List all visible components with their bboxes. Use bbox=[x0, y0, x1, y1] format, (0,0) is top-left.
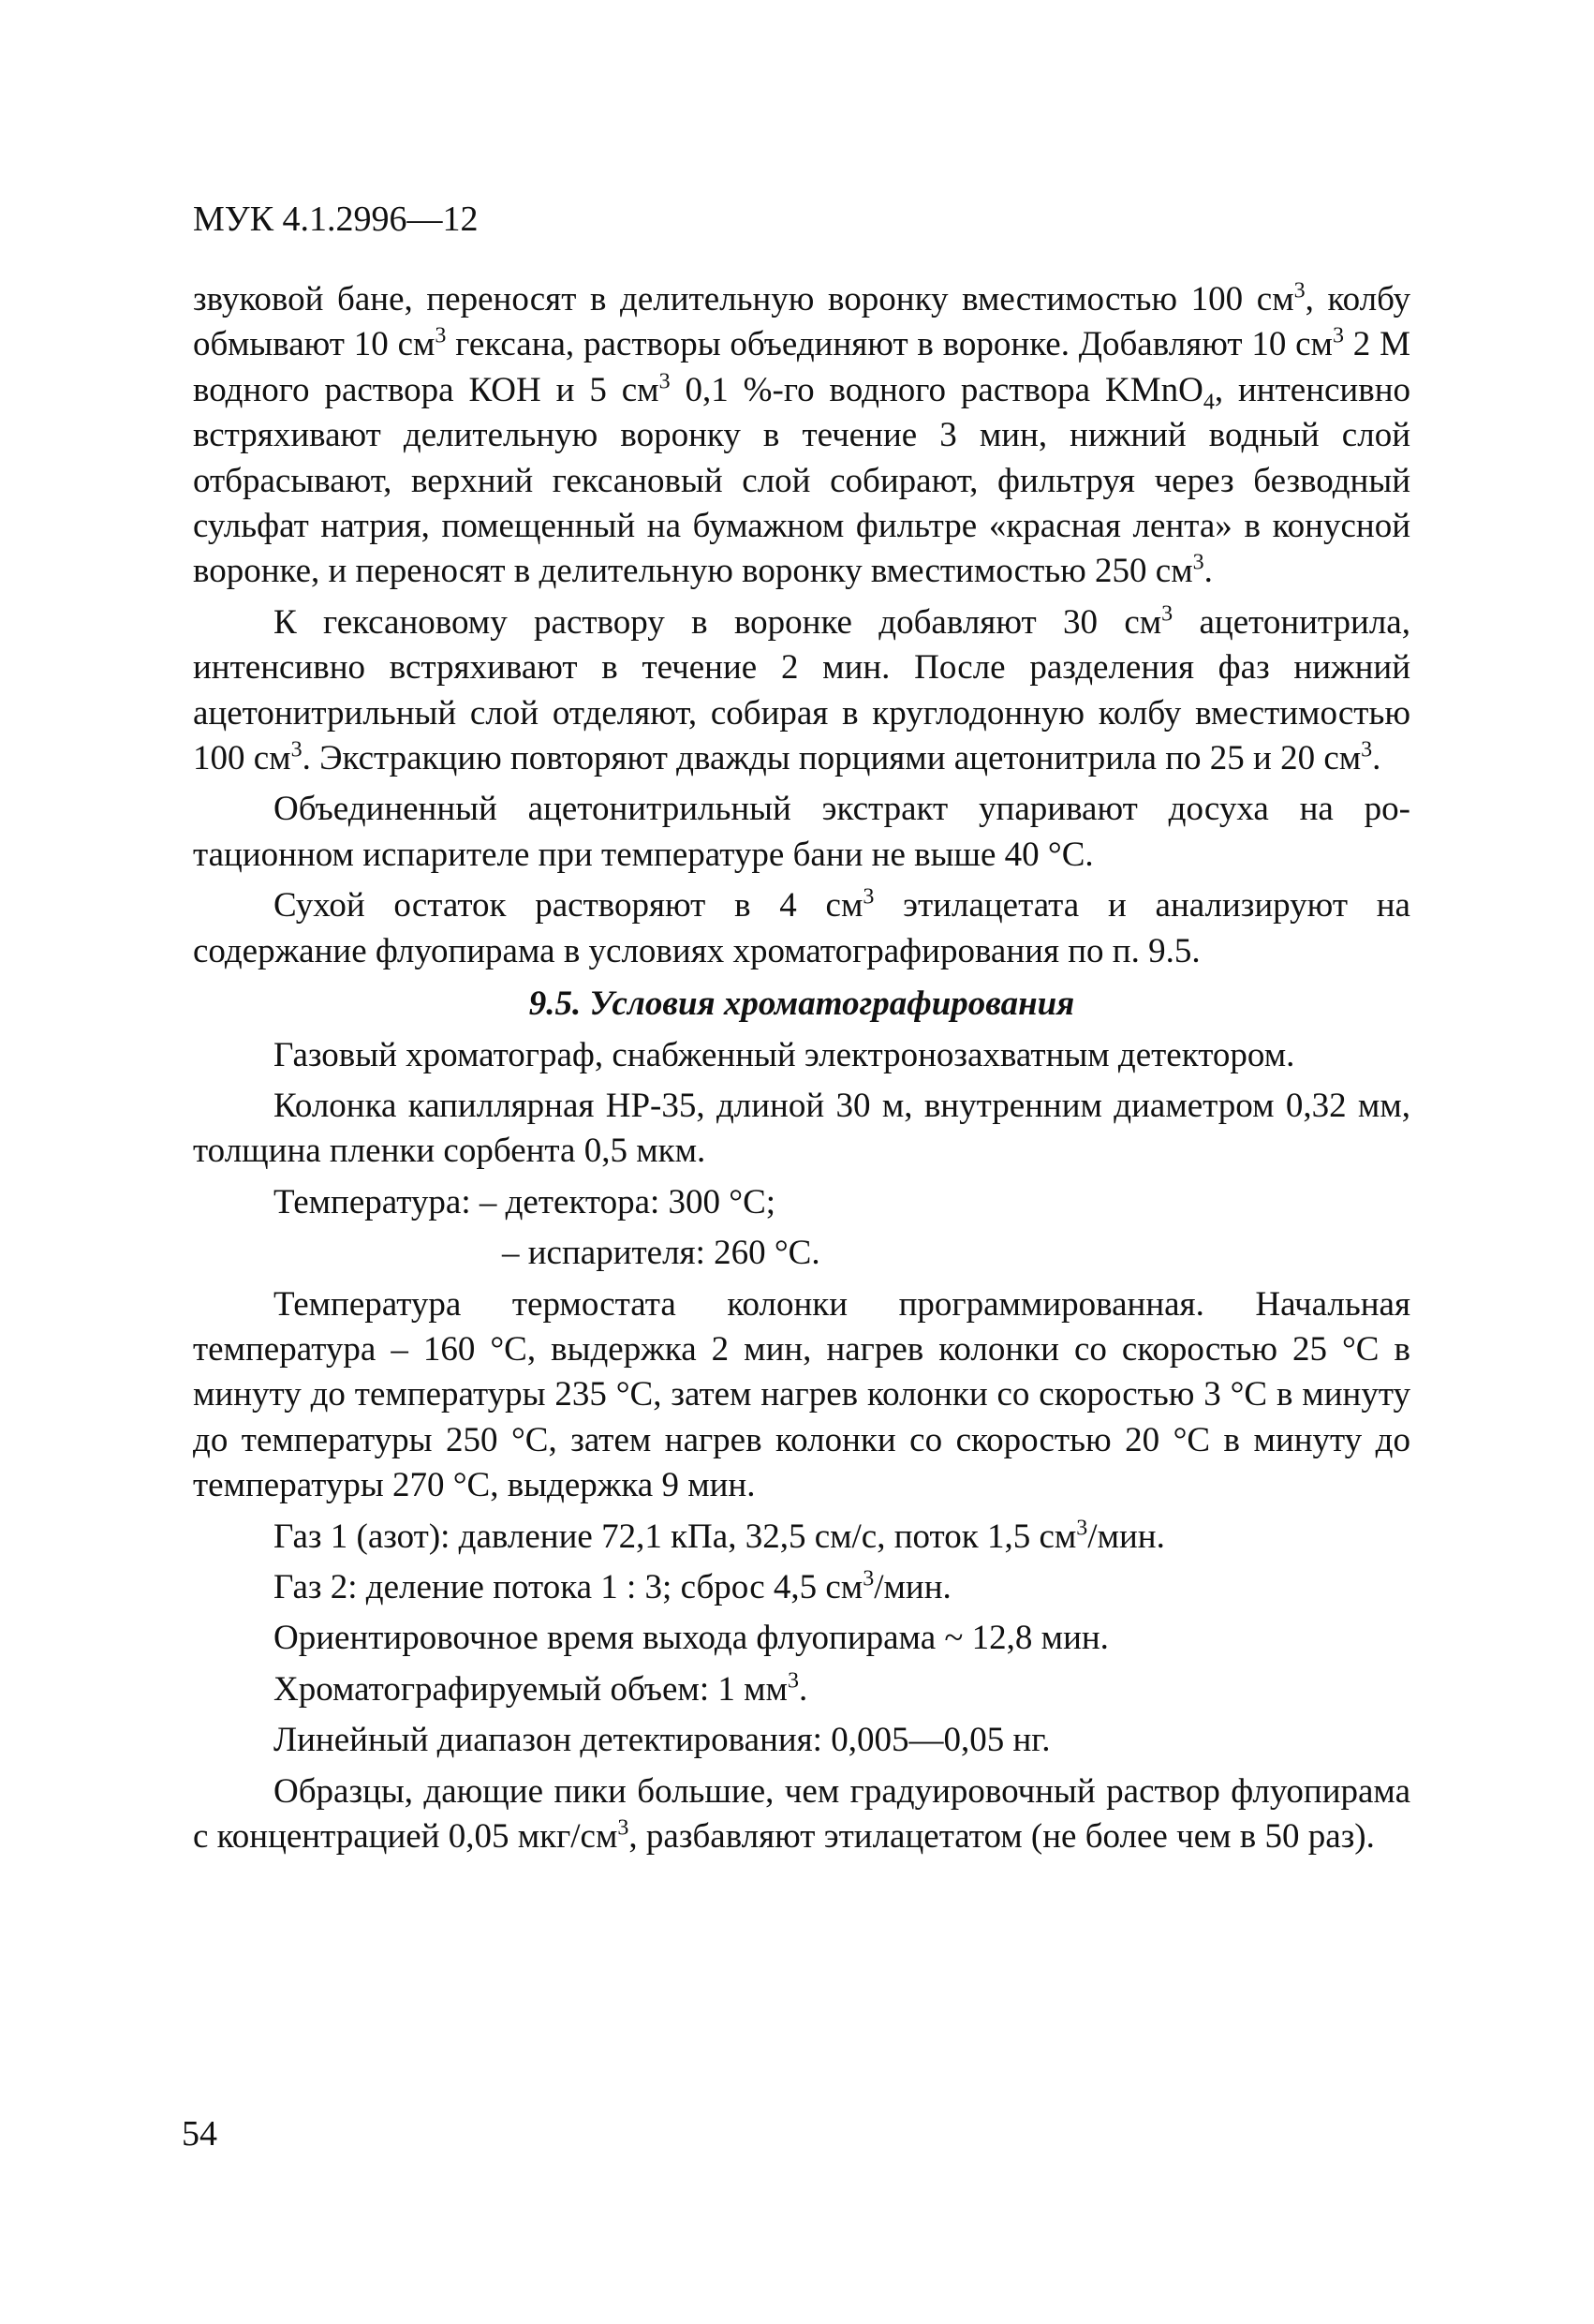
paragraph-p3 bbox=[193, 787, 1410, 878]
paragraph-p2 bbox=[193, 600, 1410, 782]
paragraph-p4 bbox=[193, 883, 1410, 974]
paragraph-c8 bbox=[193, 1616, 1410, 1661]
paragraph-p1 bbox=[193, 277, 1410, 595]
paragraph-c9 bbox=[193, 1667, 1410, 1712]
document-header: МУК 4.1.2996—12 bbox=[193, 200, 479, 239]
text-run: , интенсивно встряхивают делительную воронку в течение 3 мин, нижний водный слой отбрасывают, верхний гексановый слой собирают, фильтруя через безводный сульфат натрия, помещенный на бумажном фильтре «красная лента» в конусной воронке, и переносят в делительную воронку вместимостью 250 см bbox=[193, 370, 1410, 591]
paragraph-c1 bbox=[193, 1033, 1410, 1078]
paragraph-c11 bbox=[193, 1769, 1410, 1860]
paragraph-c5 bbox=[193, 1282, 1410, 1509]
superscript: 3 bbox=[1361, 737, 1373, 762]
document-body bbox=[193, 277, 1410, 1859]
superscript: 3 bbox=[1192, 551, 1204, 576]
conditions-section bbox=[193, 1033, 1410, 1860]
superscript: 3 bbox=[1332, 324, 1344, 349]
superscript: 3 bbox=[1293, 278, 1306, 303]
superscript: 3 bbox=[658, 369, 671, 394]
text-run: Газ 2: деление потока 1 : 3; сброс 4,5 см bbox=[273, 1567, 863, 1606]
superscript: 3 bbox=[617, 1815, 629, 1841]
paragraph-c7 bbox=[193, 1565, 1410, 1610]
paragraph-c10 bbox=[193, 1718, 1410, 1763]
text-run: . bbox=[1372, 739, 1381, 778]
text-run: . bbox=[1203, 552, 1213, 591]
text-run: Объединенный ацетонитрильный экстракт упаривают досуха на ротационном испарителе при температуре бани не выше 40 °С. bbox=[193, 790, 1410, 874]
paragraph-c3 bbox=[193, 1180, 1410, 1225]
text-run: ацетонитрила, интенсивно встряхивают в течение 2 мин. После разделения фаз нижний ацетонитрильный слой отделяют, собирая в круглодонную колбу вместимостью 100 см bbox=[193, 602, 1410, 778]
section-heading: 9.5. Условия хроматографирования bbox=[528, 984, 1075, 1024]
text-run: этилацетата и анализируют на содержание флуопирама в условиях хроматографирования по п. 9.5. bbox=[193, 886, 1410, 970]
subscript: 4 bbox=[1203, 390, 1215, 415]
text-run: . bbox=[798, 1669, 808, 1709]
superscript: 3 bbox=[787, 1668, 799, 1694]
text-run: . Экстракцию повторяют дважды порциями ацетонитрила по 25 и 20 см bbox=[302, 739, 1362, 778]
paragraph-c2 bbox=[193, 1084, 1410, 1175]
text-run: 2 М водного раствора КОН и 5 см bbox=[193, 325, 1410, 409]
text-run: Газ 1 (азот): давление 72,1 кПа, 32,5 см/с, поток 1,5 см bbox=[273, 1517, 1077, 1556]
paragraphs-section bbox=[193, 277, 1410, 974]
text-run: Образцы, дающие пики большие, чем градуировочный раствор флуопирама с концентрацией 0,05 мкг/см bbox=[193, 1771, 1410, 1856]
text-run: Ориентировочное время выхода флуопирама ~ 12,8 мин. bbox=[273, 1619, 1109, 1658]
superscript: 3 bbox=[1161, 601, 1173, 627]
text-run: – испарителя: 260 °С. bbox=[502, 1234, 820, 1273]
superscript: 3 bbox=[1076, 1516, 1088, 1541]
text-run: /мин. bbox=[1087, 1517, 1165, 1556]
superscript: 3 bbox=[863, 884, 875, 910]
text-run: Газовый хроматограф, снабженный электронозахватным детектором. bbox=[273, 1035, 1295, 1074]
superscript: 3 bbox=[863, 1566, 875, 1591]
text-run: К гексановому раствору в воронке добавляют 30 см bbox=[273, 602, 1162, 642]
text-run: 0,1 %-го водного раствора KMnO bbox=[670, 370, 1203, 409]
text-run: Линейный диапазон детектирования: 0,005—0,05 нг. bbox=[273, 1721, 1051, 1760]
text-run: Хроматографируемый объем: 1 мм bbox=[273, 1669, 788, 1709]
text-run: , колбу обмывают 10 см bbox=[193, 280, 1410, 364]
text-run: гексана, растворы объединяют в воронке. Добавляют 10 см bbox=[446, 325, 1333, 364]
page-number: 54 bbox=[182, 2114, 217, 2154]
superscript: 3 bbox=[435, 324, 447, 349]
text-run: Температура: – детектора: 300 °С; bbox=[273, 1182, 776, 1221]
text-run: , разбавляют этилацетатом (не более чем в 50 раз). bbox=[628, 1817, 1375, 1856]
text-run: Сухой остаток растворяют в 4 см bbox=[273, 886, 863, 925]
text-run: Температура термостата колонки программированная. Начальная температура – 160 °С, выдержка 2 мин, нагрев колонки со скоростью 25 °С в минуту до температуры 235 °С, затем нагрев колонки со скоростью 3 °С в минуту до температуры 250 °С, затем нагрев колонки со скоростью 20 °С в минуту до температуры 270 °С, выдержка 9 мин. bbox=[193, 1284, 1410, 1505]
text-run: /мин. bbox=[874, 1567, 952, 1606]
paragraph-c4 bbox=[193, 1231, 1410, 1276]
superscript: 3 bbox=[290, 737, 303, 762]
text-run: звуковой бане, переносят в делительную воронку вместимостью 100 см bbox=[193, 280, 1294, 318]
paragraph-c6 bbox=[193, 1515, 1410, 1560]
text-run: Колонка капиллярная НР-35, длиной 30 м, внутренним диаметром 0,32 мм, толщина пленки сорбента 0,5 мкм. bbox=[193, 1086, 1410, 1171]
